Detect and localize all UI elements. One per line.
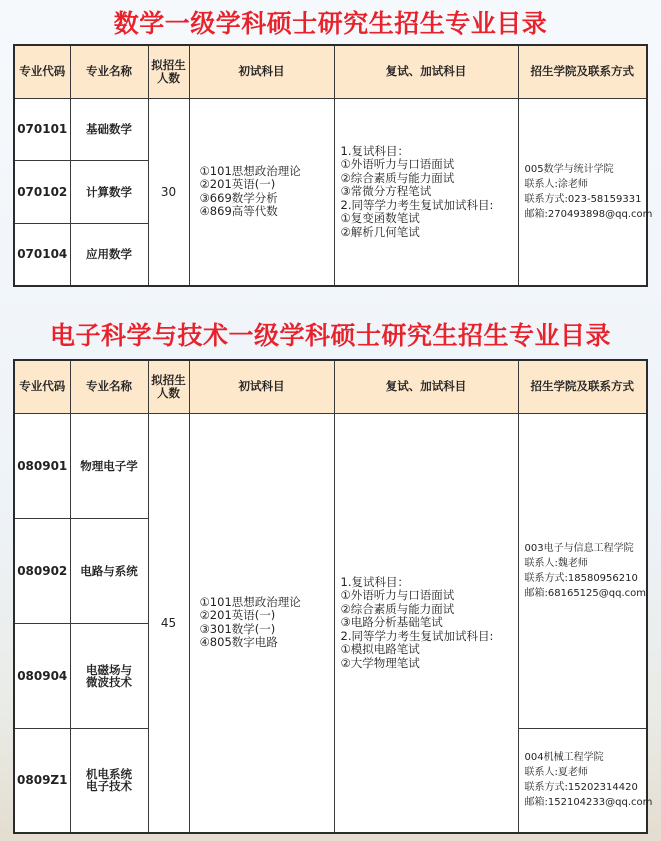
header-contact: 招生学院及联系方式 bbox=[518, 45, 647, 98]
header-name: 专业名称 bbox=[70, 360, 148, 413]
major-code: 080901 bbox=[14, 413, 70, 518]
college-contact: 005数学与统计学院 联系人:涂老师 联系方式:023-58159331 邮箱:270493898@qq.com bbox=[518, 98, 647, 286]
header-initial: 初试科目 bbox=[189, 360, 334, 413]
table-header-row bbox=[14, 45, 647, 98]
college-contact-mechanical: 004机械工程学院 联系人:夏老师 联系方式:15202314420 邮箱:152104233@qq.com bbox=[518, 728, 647, 833]
major-code: 070102 bbox=[14, 160, 70, 223]
major-name: 电磁场与 微波技术 bbox=[70, 623, 148, 728]
header-code: 专业代码 bbox=[14, 360, 70, 413]
electronics-catalog-table bbox=[13, 359, 653, 834]
section1-title: 数学一级学科硕士研究生招生专业目录 bbox=[113, 9, 548, 38]
college-contact-electronics: 003电子与信息工程学院 联系人:魏老师 联系方式:18580956210 邮箱:68165125@qq.com bbox=[518, 413, 647, 728]
initial-subjects: ①101思想政治理论 ②201英语(一) ③669数学分析 ④869高等代数 bbox=[189, 98, 334, 286]
table-row bbox=[14, 98, 647, 160]
major-code: 0809Z1 bbox=[14, 728, 70, 833]
major-name: 计算数学 bbox=[70, 160, 148, 223]
quota-value: 30 bbox=[148, 98, 189, 286]
major-name: 电路与系统 bbox=[70, 518, 148, 623]
major-name: 应用数学 bbox=[70, 223, 148, 286]
major-name: 物理电子学 bbox=[70, 413, 148, 518]
header-code: 专业代码 bbox=[14, 45, 70, 98]
retest-subjects: 1.复试科目： ①外语听力与口语面试 ②综合素质与能力面试 ③电路分析基础笔试 2.同等学力考生复试加试科目: ①模拟电路笔试 ②大学物理笔试 bbox=[334, 413, 518, 833]
major-code: 080904 bbox=[14, 623, 70, 728]
section2-title: 电子科学与技术一级学科硕士研究生招生专业目录 bbox=[49, 321, 611, 350]
table-row bbox=[14, 413, 647, 518]
header-quota: 拟招生 人数 bbox=[148, 45, 189, 98]
major-code: 070101 bbox=[14, 98, 70, 160]
header-initial: 初试科目 bbox=[189, 45, 334, 98]
header-name: 专业名称 bbox=[70, 45, 148, 98]
major-code: 070104 bbox=[14, 223, 70, 286]
initial-subjects: ①101思想政治理论 ②201英语(一) ③301数学(一) ④805数字电路 bbox=[189, 413, 334, 833]
header-quota: 拟招生 人数 bbox=[148, 360, 189, 413]
retest-subjects: 1.复试科目： ①外语听力与口语面试 ②综合素质与能力面试 ③常微分方程笔试 2.同等学力考生复试加试科目: ①复变函数笔试 ②解析几何笔试 bbox=[334, 98, 518, 286]
math-catalog-table bbox=[13, 44, 653, 287]
header-retest: 复试、加试科目 bbox=[334, 360, 518, 413]
major-code: 080902 bbox=[14, 518, 70, 623]
table-header-row bbox=[14, 360, 647, 413]
major-name: 基础数学 bbox=[70, 98, 148, 160]
header-retest: 复试、加试科目 bbox=[334, 45, 518, 98]
quota-value: 45 bbox=[148, 413, 189, 833]
header-contact: 招生学院及联系方式 bbox=[518, 360, 647, 413]
major-name: 机电系统 电子技术 bbox=[70, 728, 148, 833]
